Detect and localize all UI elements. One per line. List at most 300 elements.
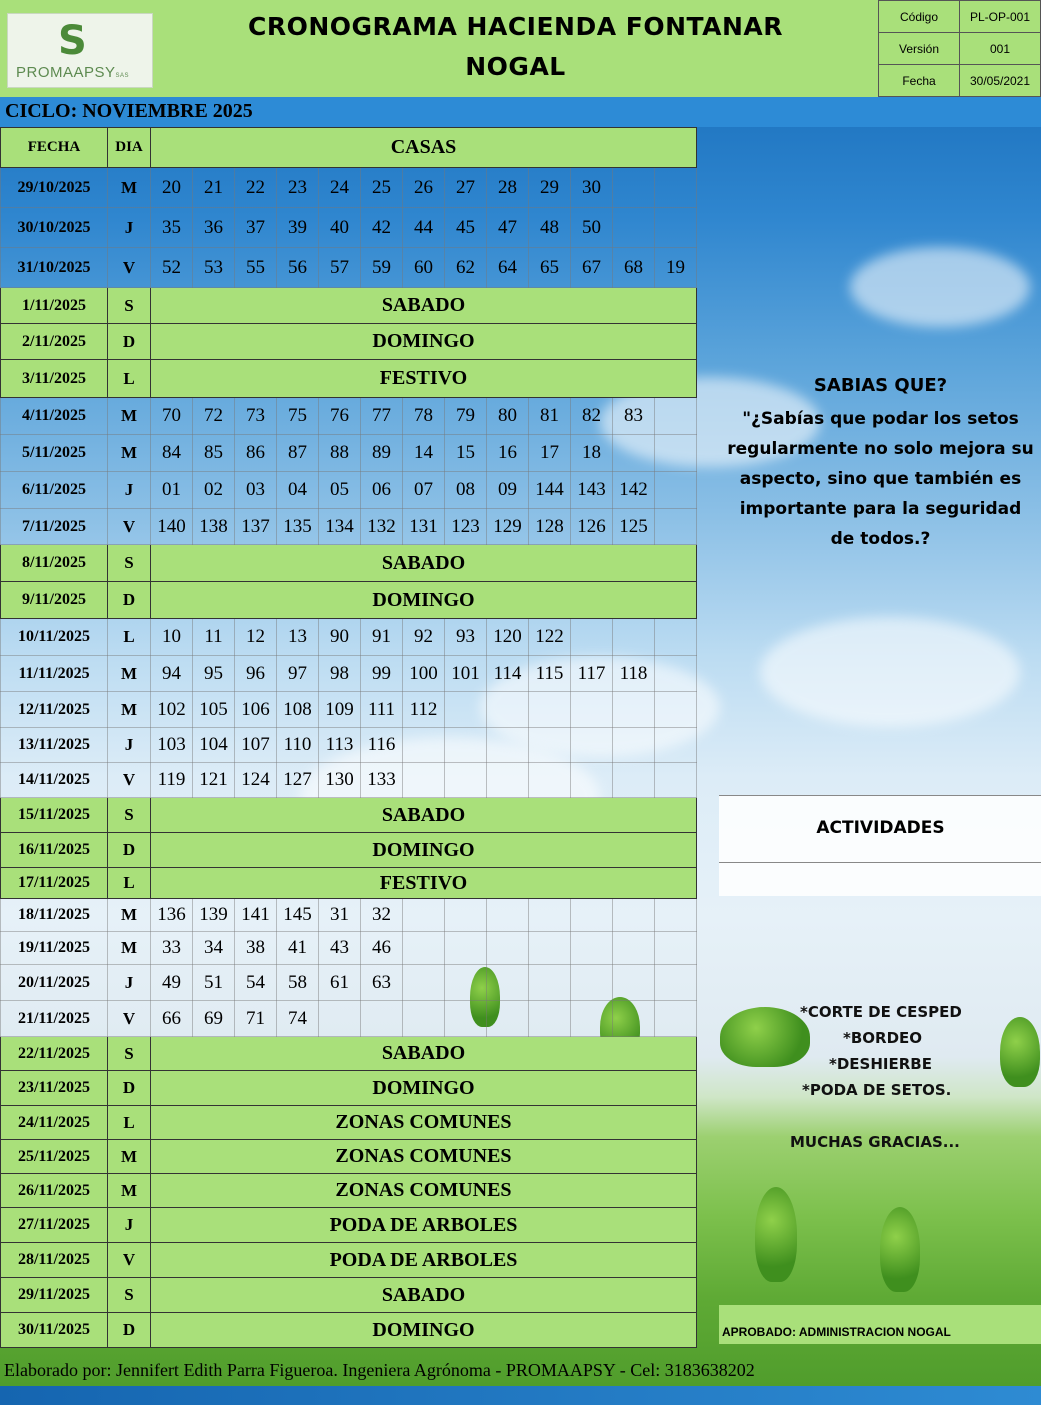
dia-cell: V bbox=[108, 763, 151, 798]
dia-cell: D bbox=[108, 833, 151, 868]
casa-cell: 58 bbox=[277, 965, 319, 1001]
casa-cell: 47 bbox=[487, 208, 529, 248]
casa-cell: 54 bbox=[235, 965, 277, 1001]
casa-cell: 137 bbox=[235, 509, 277, 545]
casa-cell: 141 bbox=[235, 899, 277, 932]
fecha-cell: 27/11/2025 bbox=[1, 1208, 108, 1243]
activity-item: *PODA DE SETOS. bbox=[802, 1081, 952, 1099]
dia-cell: J bbox=[108, 965, 151, 1001]
casa-cell bbox=[613, 763, 655, 798]
activity-label-cell: DOMINGO bbox=[151, 324, 697, 360]
casa-cell: 38 bbox=[235, 932, 277, 965]
casa-cell: 114 bbox=[487, 656, 529, 692]
casa-cell bbox=[655, 168, 697, 208]
empty-cell bbox=[697, 288, 726, 324]
casa-cell: 119 bbox=[151, 763, 193, 798]
casa-cell bbox=[529, 763, 571, 798]
casa-cell bbox=[655, 899, 697, 932]
fecha-cell: 20/11/2025 bbox=[1, 965, 108, 1001]
dia-cell: M bbox=[108, 692, 151, 728]
fecha-cell: 8/11/2025 bbox=[1, 545, 108, 582]
casa-cell bbox=[487, 728, 529, 763]
casa-cell bbox=[487, 965, 529, 1001]
footer-bar bbox=[0, 1386, 1041, 1405]
casa-cell: 25 bbox=[361, 168, 403, 208]
dia-cell: M bbox=[108, 398, 151, 435]
casa-cell bbox=[655, 472, 697, 509]
activities-divider bbox=[719, 862, 1041, 863]
casa-cell: 06 bbox=[361, 472, 403, 509]
casa-cell: 08 bbox=[445, 472, 487, 509]
casa-cell: 31 bbox=[319, 899, 361, 932]
company-logo: S PROMAAPSYSAS bbox=[7, 13, 153, 88]
casa-cell: 42 bbox=[361, 208, 403, 248]
dia-cell: M bbox=[108, 899, 151, 932]
meta-value: 30/05/2021 bbox=[960, 65, 1041, 97]
casa-cell bbox=[655, 728, 697, 763]
casa-cell bbox=[487, 692, 529, 728]
casa-cell: 09 bbox=[487, 472, 529, 509]
casa-cell: 77 bbox=[361, 398, 403, 435]
schedule-row bbox=[1, 1243, 726, 1278]
casa-cell bbox=[655, 509, 697, 545]
casa-cell bbox=[655, 1001, 697, 1037]
document-header bbox=[0, 0, 1041, 97]
dia-cell: M bbox=[108, 656, 151, 692]
empty-cell bbox=[697, 1174, 726, 1208]
schedule-row bbox=[1, 1208, 726, 1243]
schedule-row bbox=[1, 509, 726, 545]
casa-cell: 104 bbox=[193, 728, 235, 763]
dia-cell: L bbox=[108, 360, 151, 398]
casa-cell: 138 bbox=[193, 509, 235, 545]
casa-cell: 92 bbox=[403, 619, 445, 656]
schedule-row bbox=[1, 360, 726, 398]
activity-label-cell: ZONAS COMUNES bbox=[151, 1140, 697, 1174]
casa-cell: 03 bbox=[235, 472, 277, 509]
fecha-cell: 2/11/2025 bbox=[1, 324, 108, 360]
meta-key: Código bbox=[879, 1, 960, 33]
dia-cell: M bbox=[108, 932, 151, 965]
casa-cell bbox=[571, 763, 613, 798]
casa-cell: 21 bbox=[193, 168, 235, 208]
schedule-row bbox=[1, 1071, 726, 1106]
casa-cell: 15 bbox=[445, 435, 487, 472]
schedule-row bbox=[1, 932, 726, 965]
casa-cell bbox=[571, 965, 613, 1001]
casa-cell bbox=[403, 965, 445, 1001]
casa-cell: 93 bbox=[445, 619, 487, 656]
casa-cell: 68 bbox=[613, 248, 655, 288]
casa-cell: 132 bbox=[361, 509, 403, 545]
schedule-row bbox=[1, 288, 726, 324]
casa-cell: 49 bbox=[151, 965, 193, 1001]
casa-cell: 71 bbox=[235, 1001, 277, 1037]
meta-value: 001 bbox=[960, 33, 1041, 65]
casa-cell: 66 bbox=[151, 1001, 193, 1037]
empty-cell bbox=[697, 1106, 726, 1140]
casa-cell: 144 bbox=[529, 472, 571, 509]
activity-item: *CORTE DE CESPED bbox=[800, 1003, 962, 1021]
casa-cell: 106 bbox=[235, 692, 277, 728]
dia-cell: D bbox=[108, 1071, 151, 1106]
casa-cell: 76 bbox=[319, 398, 361, 435]
casa-cell: 36 bbox=[193, 208, 235, 248]
author-footer: Elaborado por: Jennifert Edith Parra Figueroa. Ingeniera Agrónoma - PROMAAPSY - Cel: 3183638202 bbox=[4, 1360, 755, 1380]
casa-cell: 56 bbox=[277, 248, 319, 288]
schedule-row bbox=[1, 1313, 726, 1348]
casa-cell: 79 bbox=[445, 398, 487, 435]
casa-cell bbox=[403, 932, 445, 965]
fecha-cell: 31/10/2025 bbox=[1, 248, 108, 288]
casa-cell: 110 bbox=[277, 728, 319, 763]
schedule-row bbox=[1, 472, 726, 509]
casa-cell bbox=[571, 692, 613, 728]
casa-cell: 24 bbox=[319, 168, 361, 208]
dia-cell: M bbox=[108, 168, 151, 208]
casa-cell: 82 bbox=[571, 398, 613, 435]
empty-cell bbox=[697, 582, 726, 619]
casa-cell bbox=[487, 763, 529, 798]
dia-cell: S bbox=[108, 1278, 151, 1313]
casa-cell: 20 bbox=[151, 168, 193, 208]
casa-cell: 45 bbox=[445, 208, 487, 248]
empty-cell bbox=[697, 899, 726, 932]
casa-cell: 89 bbox=[361, 435, 403, 472]
empty-cell bbox=[697, 932, 726, 965]
document-subtitle: NOGAL bbox=[465, 52, 566, 81]
casa-cell bbox=[655, 965, 697, 1001]
casa-cell: 67 bbox=[571, 248, 613, 288]
casa-cell bbox=[529, 1001, 571, 1037]
empty-cell bbox=[697, 1208, 726, 1243]
schedule-row bbox=[1, 545, 726, 582]
casa-cell: 140 bbox=[151, 509, 193, 545]
casa-cell bbox=[571, 1001, 613, 1037]
casa-cell bbox=[571, 899, 613, 932]
dia-cell: J bbox=[108, 728, 151, 763]
schedule-row bbox=[1, 1106, 726, 1140]
casa-cell: 44 bbox=[403, 208, 445, 248]
fecha-cell: 19/11/2025 bbox=[1, 932, 108, 965]
casa-cell: 101 bbox=[445, 656, 487, 692]
casa-cell: 33 bbox=[151, 932, 193, 965]
casa-cell: 99 bbox=[361, 656, 403, 692]
fecha-cell: 11/11/2025 bbox=[1, 656, 108, 692]
schedule-row bbox=[1, 798, 726, 833]
casa-cell: 72 bbox=[193, 398, 235, 435]
activity-label-cell: SABADO bbox=[151, 798, 697, 833]
schedule-row bbox=[1, 1140, 726, 1174]
casa-cell: 19 bbox=[655, 248, 697, 288]
empty-cell bbox=[697, 1140, 726, 1174]
fecha-cell: 4/11/2025 bbox=[1, 398, 108, 435]
activities-box bbox=[719, 795, 1041, 896]
casa-cell: 78 bbox=[403, 398, 445, 435]
casa-cell: 145 bbox=[277, 899, 319, 932]
casa-cell bbox=[487, 899, 529, 932]
document-title: CRONOGRAMA HACIENDA FONTANAR bbox=[247, 12, 784, 41]
casa-cell: 90 bbox=[319, 619, 361, 656]
sabias-title: SABIAS QUE? bbox=[813, 375, 948, 396]
casa-cell: 30 bbox=[571, 168, 613, 208]
empty-cell bbox=[697, 728, 726, 763]
activity-label-cell: FESTIVO bbox=[151, 868, 697, 899]
casa-cell: 94 bbox=[151, 656, 193, 692]
casa-cell bbox=[613, 208, 655, 248]
casa-cell: 51 bbox=[193, 965, 235, 1001]
activities-title: ACTIVIDADES bbox=[816, 818, 945, 838]
activity-label-cell: SABADO bbox=[151, 545, 697, 582]
dia-cell: L bbox=[108, 1106, 151, 1140]
casa-cell bbox=[613, 168, 655, 208]
fecha-cell: 29/10/2025 bbox=[1, 168, 108, 208]
casa-cell bbox=[445, 965, 487, 1001]
casa-cell: 135 bbox=[277, 509, 319, 545]
fecha-cell: 17/11/2025 bbox=[1, 868, 108, 899]
dia-cell: J bbox=[108, 1208, 151, 1243]
meta-key: Fecha bbox=[879, 65, 960, 97]
casa-cell: 97 bbox=[277, 656, 319, 692]
casa-cell bbox=[613, 899, 655, 932]
casa-cell bbox=[655, 208, 697, 248]
casa-cell: 87 bbox=[277, 435, 319, 472]
empty-cell bbox=[697, 248, 726, 288]
dia-cell: M bbox=[108, 1174, 151, 1208]
casa-cell bbox=[487, 1001, 529, 1037]
fecha-cell: 25/11/2025 bbox=[1, 1140, 108, 1174]
casa-cell: 111 bbox=[361, 692, 403, 728]
casa-cell bbox=[445, 1001, 487, 1037]
empty-cell bbox=[697, 692, 726, 728]
casa-cell: 29 bbox=[529, 168, 571, 208]
fecha-header: FECHA bbox=[1, 128, 108, 168]
casa-cell: 17 bbox=[529, 435, 571, 472]
casa-cell: 83 bbox=[613, 398, 655, 435]
dia-cell: S bbox=[108, 545, 151, 582]
casa-cell: 05 bbox=[319, 472, 361, 509]
casa-cell: 118 bbox=[613, 656, 655, 692]
casa-cell bbox=[571, 728, 613, 763]
casa-cell bbox=[655, 692, 697, 728]
schedule-row bbox=[1, 1278, 726, 1313]
casa-cell: 60 bbox=[403, 248, 445, 288]
casa-cell: 126 bbox=[571, 509, 613, 545]
schedule-row bbox=[1, 728, 726, 763]
casa-cell: 134 bbox=[319, 509, 361, 545]
empty-cell bbox=[697, 208, 726, 248]
fecha-cell: 14/11/2025 bbox=[1, 763, 108, 798]
empty-cell bbox=[697, 763, 726, 798]
empty-cell bbox=[697, 656, 726, 692]
activity-label-cell: PODA DE ARBOLES bbox=[151, 1208, 697, 1243]
schedule-row bbox=[1, 692, 726, 728]
fecha-cell: 23/11/2025 bbox=[1, 1071, 108, 1106]
fecha-cell: 13/11/2025 bbox=[1, 728, 108, 763]
casa-cell bbox=[655, 763, 697, 798]
casa-cell: 62 bbox=[445, 248, 487, 288]
activity-item: *BORDEO bbox=[843, 1029, 923, 1047]
casa-cell bbox=[529, 899, 571, 932]
casa-cell: 65 bbox=[529, 248, 571, 288]
casa-cell: 70 bbox=[151, 398, 193, 435]
dia-header: DIA bbox=[108, 128, 151, 168]
activity-label-cell: SABADO bbox=[151, 1037, 697, 1071]
casa-cell bbox=[613, 965, 655, 1001]
fecha-cell: 30/11/2025 bbox=[1, 1313, 108, 1348]
casa-cell bbox=[445, 692, 487, 728]
casa-cell bbox=[445, 899, 487, 932]
casa-cell: 64 bbox=[487, 248, 529, 288]
fecha-cell: 15/11/2025 bbox=[1, 798, 108, 833]
casa-cell: 116 bbox=[361, 728, 403, 763]
casa-cell: 12 bbox=[235, 619, 277, 656]
casa-cell: 128 bbox=[529, 509, 571, 545]
casa-cell: 139 bbox=[193, 899, 235, 932]
dia-cell: L bbox=[108, 619, 151, 656]
schedule-row bbox=[1, 208, 726, 248]
fecha-cell: 30/10/2025 bbox=[1, 208, 108, 248]
casa-cell bbox=[403, 763, 445, 798]
casa-cell bbox=[655, 619, 697, 656]
dia-cell: J bbox=[108, 472, 151, 509]
empty-cell bbox=[697, 965, 726, 1001]
casa-cell: 27 bbox=[445, 168, 487, 208]
casa-cell bbox=[529, 965, 571, 1001]
dia-cell: V bbox=[108, 509, 151, 545]
casa-cell: 07 bbox=[403, 472, 445, 509]
dia-cell: S bbox=[108, 288, 151, 324]
thanks-text: MUCHAS GRACIAS... bbox=[790, 1133, 960, 1151]
schedule-row bbox=[1, 656, 726, 692]
casa-cell: 28 bbox=[487, 168, 529, 208]
casa-cell: 39 bbox=[277, 208, 319, 248]
fecha-cell: 24/11/2025 bbox=[1, 1106, 108, 1140]
dia-cell: M bbox=[108, 435, 151, 472]
fecha-cell: 22/11/2025 bbox=[1, 1037, 108, 1071]
casa-cell: 26 bbox=[403, 168, 445, 208]
fecha-cell: 12/11/2025 bbox=[1, 692, 108, 728]
activity-label-cell: SABADO bbox=[151, 1278, 697, 1313]
casa-cell bbox=[655, 932, 697, 965]
schedule-row bbox=[1, 1001, 726, 1037]
casa-cell: 142 bbox=[613, 472, 655, 509]
casa-cell: 01 bbox=[151, 472, 193, 509]
approval-text: APROBADO: ADMINISTRACION NOGAL bbox=[722, 1325, 951, 1339]
casa-cell bbox=[487, 932, 529, 965]
fecha-cell: 7/11/2025 bbox=[1, 509, 108, 545]
meta-value: PL-OP-001 bbox=[960, 1, 1041, 33]
casa-cell: 117 bbox=[571, 656, 613, 692]
schedule-row bbox=[1, 1037, 726, 1071]
activity-label-cell: PODA DE ARBOLES bbox=[151, 1243, 697, 1278]
casa-cell: 34 bbox=[193, 932, 235, 965]
casa-cell: 131 bbox=[403, 509, 445, 545]
schedule-row bbox=[1, 398, 726, 435]
casa-cell: 37 bbox=[235, 208, 277, 248]
casa-cell: 41 bbox=[277, 932, 319, 965]
casa-cell bbox=[613, 692, 655, 728]
casa-cell: 18 bbox=[571, 435, 613, 472]
fecha-cell: 21/11/2025 bbox=[1, 1001, 108, 1037]
schedule-table bbox=[0, 127, 726, 1348]
casa-cell: 23 bbox=[277, 168, 319, 208]
casa-cell bbox=[529, 728, 571, 763]
casa-cell bbox=[403, 728, 445, 763]
table-header-row bbox=[1, 128, 726, 168]
casa-cell: 11 bbox=[193, 619, 235, 656]
casa-cell: 80 bbox=[487, 398, 529, 435]
casa-cell: 55 bbox=[235, 248, 277, 288]
casa-cell bbox=[319, 1001, 361, 1037]
casa-cell: 115 bbox=[529, 656, 571, 692]
activity-label-cell: DOMINGO bbox=[151, 582, 697, 619]
fecha-cell: 16/11/2025 bbox=[1, 833, 108, 868]
casa-cell: 02 bbox=[193, 472, 235, 509]
schedule-row bbox=[1, 899, 726, 932]
schedule-row bbox=[1, 1174, 726, 1208]
casa-cell: 129 bbox=[487, 509, 529, 545]
fecha-cell: 26/11/2025 bbox=[1, 1174, 108, 1208]
casa-cell bbox=[655, 656, 697, 692]
activity-label-cell: SABADO bbox=[151, 288, 697, 324]
ciclo-label: CICLO: NOVIEMBRE 2025 bbox=[5, 100, 253, 122]
fecha-cell: 3/11/2025 bbox=[1, 360, 108, 398]
casa-cell: 91 bbox=[361, 619, 403, 656]
casa-cell bbox=[613, 932, 655, 965]
casa-cell: 22 bbox=[235, 168, 277, 208]
dia-cell: J bbox=[108, 208, 151, 248]
casa-cell: 52 bbox=[151, 248, 193, 288]
meta-key: Versión bbox=[879, 33, 960, 65]
casa-cell bbox=[655, 398, 697, 435]
schedule-row bbox=[1, 582, 726, 619]
casa-cell bbox=[403, 899, 445, 932]
activity-label-cell: FESTIVO bbox=[151, 360, 697, 398]
sabias-body: "¿Sabías que podar los setos regularmente no solo mejora su aspecto, sino que también es importante para la seguridad de todos.? bbox=[727, 409, 1034, 549]
casa-cell: 69 bbox=[193, 1001, 235, 1037]
casa-cell bbox=[571, 932, 613, 965]
casa-cell: 85 bbox=[193, 435, 235, 472]
casa-cell: 105 bbox=[193, 692, 235, 728]
casa-cell: 124 bbox=[235, 763, 277, 798]
casa-cell bbox=[613, 435, 655, 472]
casa-cell bbox=[445, 763, 487, 798]
fecha-cell: 28/11/2025 bbox=[1, 1243, 108, 1278]
fecha-cell: 5/11/2025 bbox=[1, 435, 108, 472]
empty-cell bbox=[697, 619, 726, 656]
dia-cell: V bbox=[108, 1243, 151, 1278]
casa-cell: 127 bbox=[277, 763, 319, 798]
casa-cell: 125 bbox=[613, 509, 655, 545]
casa-cell: 108 bbox=[277, 692, 319, 728]
casa-cell: 13 bbox=[277, 619, 319, 656]
fecha-cell: 10/11/2025 bbox=[1, 619, 108, 656]
casa-cell: 14 bbox=[403, 435, 445, 472]
fecha-cell: 6/11/2025 bbox=[1, 472, 108, 509]
casa-cell bbox=[403, 1001, 445, 1037]
activity-label-cell: ZONAS COMUNES bbox=[151, 1106, 697, 1140]
casa-cell: 96 bbox=[235, 656, 277, 692]
schedule-row bbox=[1, 965, 726, 1001]
casa-cell bbox=[445, 932, 487, 965]
casa-cell bbox=[571, 619, 613, 656]
casa-cell: 43 bbox=[319, 932, 361, 965]
schedule-row bbox=[1, 324, 726, 360]
activity-label-cell: ZONAS COMUNES bbox=[151, 1174, 697, 1208]
casa-cell: 133 bbox=[361, 763, 403, 798]
casa-cell: 61 bbox=[319, 965, 361, 1001]
